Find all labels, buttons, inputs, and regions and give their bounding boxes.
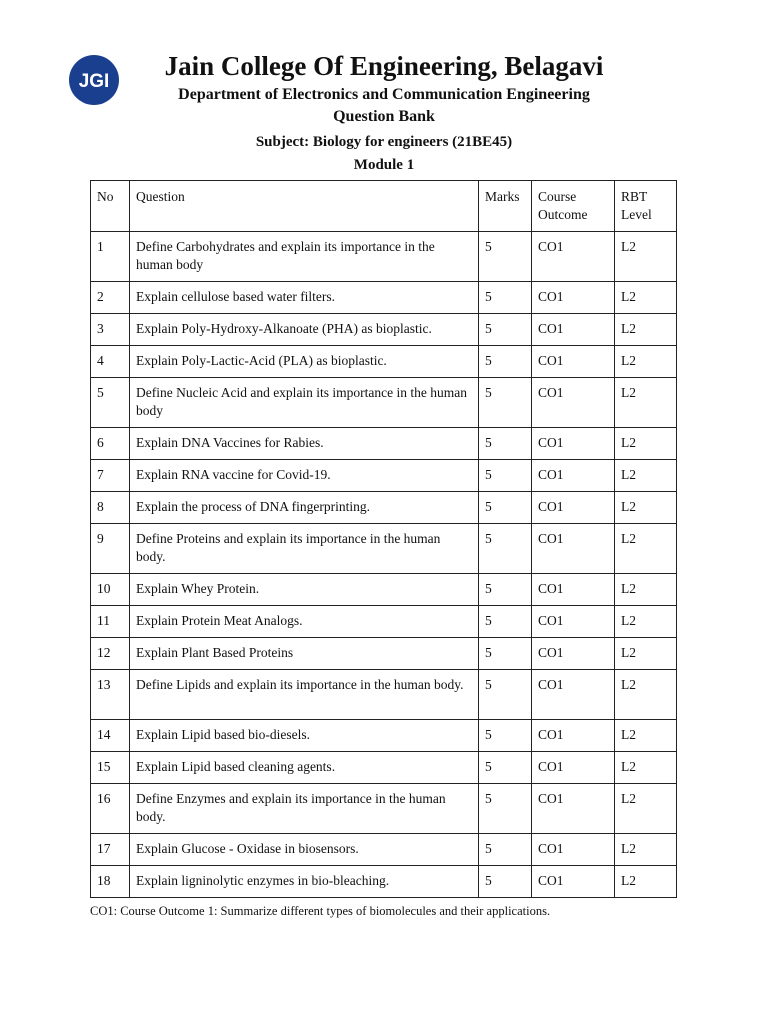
cell-course-outcome: CO1 (532, 492, 615, 524)
cell-course-outcome: CO1 (532, 428, 615, 460)
cell-marks: 5 (479, 428, 532, 460)
table-row (91, 834, 677, 866)
cell-rbt-level: L2 (615, 638, 677, 670)
cell-question: Explain Poly-Lactic-Acid (PLA) as bioplastic. (130, 346, 479, 378)
cell-marks: 5 (479, 314, 532, 346)
cell-question: Define Proteins and explain its importance in the human body. (130, 524, 479, 574)
logo-text: JGI (78, 71, 110, 92)
cell-rbt-level: L2 (615, 670, 677, 720)
cell-course-outcome: CO1 (532, 834, 615, 866)
cell-rbt-level: L2 (615, 232, 677, 282)
question-table (90, 180, 677, 898)
cell-question: Explain cellulose based water filters. (130, 282, 479, 314)
cell-question: Define Lipids and explain its importance in the human body. (130, 670, 479, 720)
table-row (91, 346, 677, 378)
cell-course-outcome: CO1 (532, 460, 615, 492)
cell-course-outcome: CO1 (532, 866, 615, 898)
cell-course-outcome: CO1 (532, 574, 615, 606)
table-row (91, 670, 677, 720)
cell-question: Define Enzymes and explain its importance in the human body. (130, 784, 479, 834)
table-row (91, 282, 677, 314)
cell-marks: 5 (479, 492, 532, 524)
cell-no: 3 (91, 314, 130, 346)
cell-no: 17 (91, 834, 130, 866)
module-title: Module 1 (353, 157, 415, 173)
cell-rbt-level: L2 (615, 866, 677, 898)
table-row (91, 524, 677, 574)
cell-rbt-level: L2 (615, 492, 677, 524)
cell-marks: 5 (479, 346, 532, 378)
cell-question: Explain Plant Based Proteins (130, 638, 479, 670)
cell-no: 5 (91, 378, 130, 428)
cell-rbt-level: L2 (615, 378, 677, 428)
cell-no: 16 (91, 784, 130, 834)
column-header-no: No (91, 181, 130, 232)
table-row (91, 232, 677, 282)
cell-no: 9 (91, 524, 130, 574)
cell-marks: 5 (479, 866, 532, 898)
course-outcome-footnote: CO1: Course Outcome 1: Summarize different types of biomolecules and their applications. (90, 904, 551, 918)
cell-rbt-level: L2 (615, 606, 677, 638)
cell-rbt-level: L2 (615, 574, 677, 606)
cell-rbt-level: L2 (615, 524, 677, 574)
table-row (91, 866, 677, 898)
cell-no: 2 (91, 282, 130, 314)
cell-rbt-level: L2 (615, 784, 677, 834)
table-row (91, 492, 677, 524)
cell-marks: 5 (479, 834, 532, 866)
cell-course-outcome: CO1 (532, 232, 615, 282)
cell-no: 4 (91, 346, 130, 378)
cell-no: 13 (91, 670, 130, 720)
table-row (91, 784, 677, 834)
cell-no: 15 (91, 752, 130, 784)
subject-line: Subject: Biology for engineers (21BE45) (255, 134, 513, 150)
cell-no: 18 (91, 866, 130, 898)
cell-no: 11 (91, 606, 130, 638)
cell-question: Explain DNA Vaccines for Rabies. (130, 428, 479, 460)
cell-course-outcome: CO1 (532, 314, 615, 346)
cell-no: 14 (91, 720, 130, 752)
department-name: Department of Electronics and Communication Engineering (178, 86, 590, 103)
cell-marks: 5 (479, 606, 532, 638)
column-header-question: Question (130, 181, 479, 232)
table-row (91, 606, 677, 638)
cell-marks: 5 (479, 574, 532, 606)
cell-marks: 5 (479, 282, 532, 314)
cell-no: 12 (91, 638, 130, 670)
cell-course-outcome: CO1 (532, 752, 615, 784)
cell-rbt-level: L2 (615, 428, 677, 460)
cell-marks: 5 (479, 638, 532, 670)
cell-rbt-level: L2 (615, 460, 677, 492)
cell-rbt-level: L2 (615, 314, 677, 346)
cell-question: Define Carbohydrates and explain its importance in the human body (130, 232, 479, 282)
cell-question: Explain ligninolytic enzymes in bio-bleaching. (130, 866, 479, 898)
cell-course-outcome: CO1 (532, 784, 615, 834)
cell-question: Explain Glucose - Oxidase in biosensors. (130, 834, 479, 866)
cell-question: Explain Whey Protein. (130, 574, 479, 606)
cell-course-outcome: CO1 (532, 346, 615, 378)
cell-marks: 5 (479, 752, 532, 784)
table-header-row (91, 181, 677, 232)
cell-question: Explain Poly-Hydroxy-Alkanoate (PHA) as bioplastic. (130, 314, 479, 346)
column-header-marks: Marks (479, 181, 532, 232)
cell-question: Define Nucleic Acid and explain its importance in the human body (130, 378, 479, 428)
table-row (91, 638, 677, 670)
document-type: Question Bank (333, 108, 435, 125)
cell-course-outcome: CO1 (532, 282, 615, 314)
cell-no: 7 (91, 460, 130, 492)
table-row (91, 314, 677, 346)
cell-question: Explain RNA vaccine for Covid-19. (130, 460, 479, 492)
cell-question: Explain Lipid based cleaning agents. (130, 752, 479, 784)
table-row (91, 574, 677, 606)
college-name: Jain College Of Engineering, Belagavi (164, 51, 604, 81)
cell-question: Explain the process of DNA fingerprinting. (130, 492, 479, 524)
cell-question: Explain Protein Meat Analogs. (130, 606, 479, 638)
cell-course-outcome: CO1 (532, 606, 615, 638)
column-header-rbt-level: RBT Level (615, 181, 677, 232)
table-row (91, 428, 677, 460)
cell-marks: 5 (479, 378, 532, 428)
table-row (91, 752, 677, 784)
cell-rbt-level: L2 (615, 752, 677, 784)
cell-rbt-level: L2 (615, 834, 677, 866)
cell-marks: 5 (479, 670, 532, 720)
cell-marks: 5 (479, 232, 532, 282)
cell-marks: 5 (479, 524, 532, 574)
cell-no: 6 (91, 428, 130, 460)
cell-marks: 5 (479, 720, 532, 752)
cell-rbt-level: L2 (615, 346, 677, 378)
cell-course-outcome: CO1 (532, 720, 615, 752)
cell-no: 1 (91, 232, 130, 282)
cell-question: Explain Lipid based bio-diesels. (130, 720, 479, 752)
cell-rbt-level: L2 (615, 282, 677, 314)
table-row (91, 460, 677, 492)
column-header-course-outcome: Course Outcome (532, 181, 615, 232)
cell-rbt-level: L2 (615, 720, 677, 752)
cell-course-outcome: CO1 (532, 670, 615, 720)
table-row (91, 378, 677, 428)
cell-marks: 5 (479, 784, 532, 834)
cell-no: 8 (91, 492, 130, 524)
cell-course-outcome: CO1 (532, 638, 615, 670)
table-row (91, 720, 677, 752)
cell-marks: 5 (479, 460, 532, 492)
cell-course-outcome: CO1 (532, 378, 615, 428)
cell-course-outcome: CO1 (532, 524, 615, 574)
cell-no: 10 (91, 574, 130, 606)
